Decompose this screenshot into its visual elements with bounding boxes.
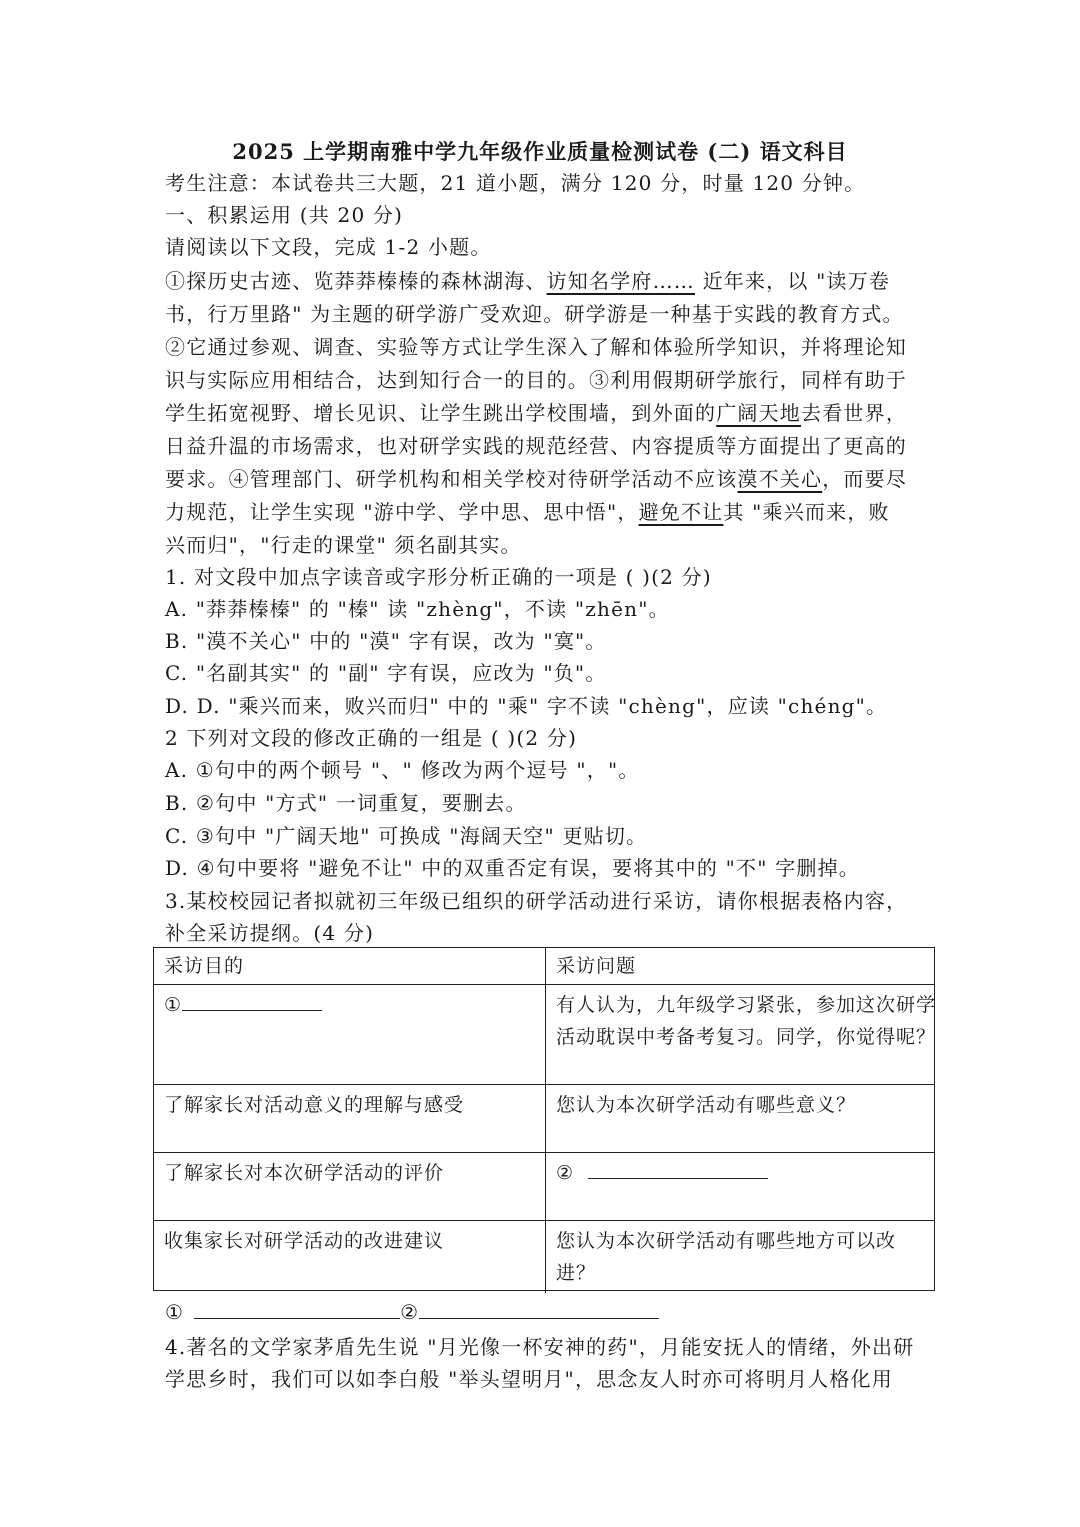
underlined-phrase: 广阔天地 bbox=[716, 401, 802, 425]
table-row bbox=[154, 1084, 934, 1153]
answer-blank[interactable] bbox=[588, 1160, 768, 1179]
interview-outline-table bbox=[153, 947, 935, 1291]
purpose-cell: ① bbox=[154, 985, 545, 1025]
question-4-stem-cont: 学思乡时，我们可以如李白般 "举头望明月"，思念友人时亦可将明月人格化用 bbox=[165, 1367, 893, 1391]
passage-line: 兴而归"，"行走的课堂" 须名副其实。 bbox=[165, 533, 522, 557]
question-cell: ② bbox=[545, 1153, 934, 1221]
q1-option-b: B. "漠不关心" 中的 "漠" 字有误，改为 "寞"。 bbox=[165, 629, 607, 653]
passage-line: 识与实际应用相结合，达到知行合一的目的。③利用假期研学旅行，同样有助于 bbox=[165, 368, 907, 392]
section-heading: 一、积累运用 (共 20 分) bbox=[165, 203, 404, 227]
table-header-row bbox=[154, 948, 934, 984]
table-row bbox=[154, 1220, 934, 1293]
q1-option-c: C. "名副其实" 的 "副" 字有误，应改为 "负"。 bbox=[165, 661, 607, 685]
instruction: 请阅读以下文段，完成 1-2 小题。 bbox=[165, 235, 492, 259]
question-cell: 您认为本次研学活动有哪些意义？ bbox=[545, 1085, 934, 1153]
q3-answer-line: ① ② bbox=[165, 1297, 925, 1327]
passage-line: 力规范，让学生实现 "游中学、学中思、思中悟"，避免不让其 "乘兴而来，败 bbox=[165, 500, 890, 524]
table-row bbox=[154, 1152, 934, 1221]
q2-option-d: D. ④句中要将 "避免不让" 中的双重否定有误，要将其中的 "不" 字删掉。 bbox=[165, 856, 860, 880]
passage-line: ①探历史古迹、览莽莽榛榛的森林湖海、访知名学府…… 近年来，以 "读万卷 bbox=[165, 269, 891, 293]
table-row bbox=[154, 984, 937, 1085]
q1-option-a: A. "莽莽榛榛" 的 "榛" 读 "zhèng"，不读 "zhēn"。 bbox=[165, 597, 670, 621]
underlined-phrase: 漠不关心 bbox=[737, 467, 823, 491]
exam-notice: 考生注意：本试卷共三大题，21 道小题，满分 120 分，时量 120 分钟。 bbox=[165, 171, 866, 195]
passage-line: 书，行万里路" 为主题的研学游广受欢迎。研学游是一种基于实践的教育方式。 bbox=[165, 302, 904, 326]
question-1-stem: 1. 对文段中加点字读音或字形分析正确的一项是 ( )(2 分) bbox=[165, 565, 712, 589]
underlined-phrase: 访知名学府…… bbox=[546, 269, 696, 293]
q1-option-d: D. D. "乘兴而来，败兴而归" 中的 "乘" 字不读 "chèng"，应读 "chéng"。 bbox=[165, 694, 888, 718]
passage-line: 日益升温的市场需求，也对研学实践的规范经营、内容提质等方面提出了更高的 bbox=[165, 434, 907, 458]
q2-option-a: A. ①句中的两个顿号 "、" 修改为两个逗号 "，"。 bbox=[165, 758, 640, 782]
question-2-stem: 2 下列对文段的修改正确的一组是 ( )(2 分) bbox=[165, 726, 578, 750]
header-purpose: 采访目的 bbox=[164, 955, 245, 977]
passage-line: 要求。④管理部门、研学机构和相关学校对待研学活动不应该漠不关心，而要尽 bbox=[165, 467, 908, 491]
exam-title: 2025 上学期南雅中学九年级作业质量检测试卷 (二) 语文科目 bbox=[232, 139, 848, 164]
answer-blank[interactable] bbox=[182, 992, 322, 1011]
question-4-stem: 4.著名的文学家茅盾先生说 "月光像一杯安神的药"，月能安抚人的情绪，外出研 bbox=[165, 1335, 915, 1359]
answer-blank-2[interactable] bbox=[419, 1300, 659, 1319]
question-3-stem: 3.某校校园记者拟就初三年级已组织的研学活动进行采访，请你根据表格内容， bbox=[165, 889, 908, 913]
question-3-stem-cont: 补全采访提纲。(4 分) bbox=[165, 921, 375, 945]
answer-blank-1[interactable] bbox=[194, 1300, 400, 1319]
purpose-cell: 了解家长对本次研学活动的评价 bbox=[164, 1162, 445, 1184]
underlined-phrase: 避免不让 bbox=[638, 500, 724, 524]
q2-option-c: C. ③句中 "广阔天地" 可换成 "海阔天空" 更贴切。 bbox=[165, 824, 648, 848]
question-cell: 有人认为，九年级学习紧张，参加这次研学 活动耽误中考备考复习。同学，你觉得呢？ bbox=[545, 985, 934, 1085]
passage-line: 学生拓宽视野、增长见识、让学生跳出学校围墙，到外面的广阔天地去看世界， bbox=[165, 401, 908, 425]
question-cell: 您认为本次研学活动有哪些地方可以改 进？ bbox=[545, 1221, 934, 1293]
purpose-cell: 收集家长对研学活动的改进建议 bbox=[164, 1230, 445, 1252]
header-question: 采访问题 bbox=[545, 948, 934, 984]
purpose-cell: 了解家长对活动意义的理解与感受 bbox=[164, 1094, 465, 1116]
passage-line: ②它通过参观、调查、实验等方式让学生深入了解和体验所学知识，并将理论知 bbox=[165, 335, 907, 359]
q2-option-b: B. ②句中 "方式" 一词重复，要删去。 bbox=[165, 791, 527, 815]
